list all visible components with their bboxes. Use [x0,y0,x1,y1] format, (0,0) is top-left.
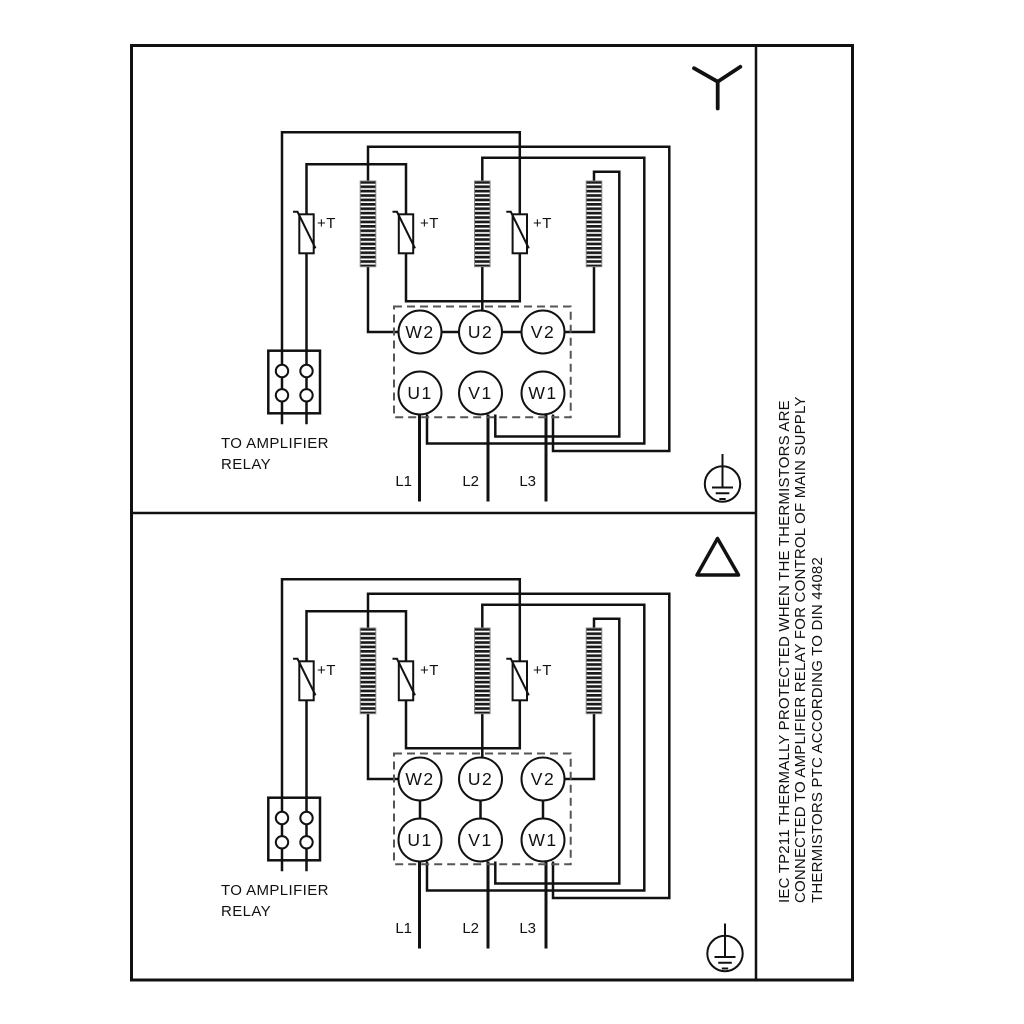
amplifier-relay-label-line2: RELAY [221,456,272,473]
terminal-label-w1: W1 [528,830,558,850]
terminal-label-v1: V1 [468,830,493,850]
terminal-label-w1: W1 [528,383,558,403]
terminal-label-u1: U1 [407,383,433,403]
delta-symbol-icon [697,539,739,576]
supply-label-l1: L1 [395,919,412,937]
delta-bridge-links [420,801,543,819]
thermistor-label: +T [317,662,336,679]
side-note-line3: THERMISTORS PTC ACCORDING TO DIN 44082 [808,556,826,903]
thermistor-label: +T [533,662,552,679]
terminal-label-v2: V2 [530,322,556,342]
supply-label-l1: L1 [395,472,412,490]
amplifier-relay-label-line2: RELAY [221,903,272,920]
ground-icon-delta-panel [707,924,742,972]
thermistor-label: +T [420,215,439,232]
terminal-label-w2: W2 [405,322,435,342]
side-note-line1: IEC TP211 THERMALLY PROTECTED WHEN THE THERMISTORS ARE [776,400,793,903]
thermistor-label: +T [420,662,439,679]
amplifier-relay-label-line1: TO AMPLIFIER [221,435,329,452]
supply-label-l2: L2 [462,919,479,937]
thermistor-label: +T [317,215,336,232]
terminal-label-u2: U2 [467,322,494,342]
supply-label-l3: L3 [519,919,536,937]
supply-label-l2: L2 [462,472,479,490]
terminal-label-v2: V2 [530,769,556,789]
terminal-label-u1: U1 [407,830,433,850]
amplifier-relay-label-line1: TO AMPLIFIER [221,882,329,899]
thermistor-label: +T [533,215,552,232]
terminal-label-w2: W2 [405,769,435,789]
terminal-label-v1: V1 [468,383,493,403]
supply-label-l3: L3 [519,472,536,490]
star-symbol-icon [694,67,740,109]
side-note-line2: CONNECTED TO AMPLIFIER RELAY FOR CONTROL OF MAIN SUPPLY [792,396,810,903]
terminal-label-u2: U2 [467,769,494,789]
side-note [777,383,826,903]
ground-icon-star-panel [705,454,740,502]
